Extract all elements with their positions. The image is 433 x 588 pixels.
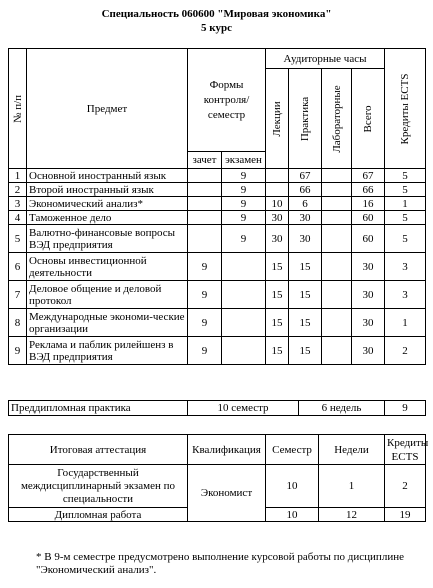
header-weeks: Недели: [319, 435, 385, 465]
header-zachet: зачет: [188, 152, 222, 169]
row-lectures: 15: [266, 337, 289, 365]
row-num: 6: [9, 253, 27, 281]
row-subject: Экономический анализ*: [27, 197, 188, 211]
row-subject: Второй иностранный язык: [27, 183, 188, 197]
row-exam: 9: [222, 211, 266, 225]
row-num: 8: [9, 309, 27, 337]
row-lectures: [266, 183, 289, 197]
table-row: [9, 183, 426, 197]
page-title: Специальность 060600 "Мировая экономика": [101, 8, 332, 20]
att-credits: 19: [385, 508, 426, 522]
row-practice: 67: [289, 169, 322, 183]
row-credits: 5: [385, 211, 426, 225]
row-lectures: 15: [266, 281, 289, 309]
att-semester: 10: [266, 508, 319, 522]
row-labs: [322, 225, 352, 253]
row-practice: 30: [289, 225, 322, 253]
row-subject: Основной иностранный язык: [27, 169, 188, 183]
header-qualification: Квалификация: [188, 435, 266, 465]
row-labs: [322, 197, 352, 211]
row-labs: [322, 281, 352, 309]
curriculum-table: [8, 48, 426, 365]
row-lectures: 30: [266, 225, 289, 253]
row-practice: 6: [289, 197, 322, 211]
row-exam: 9: [222, 225, 266, 253]
table-row: [9, 465, 426, 508]
header-subject: Предмет: [27, 49, 188, 169]
row-total: 30: [352, 253, 385, 281]
row-num: 5: [9, 225, 27, 253]
row-labs: [322, 183, 352, 197]
row-zachet: [188, 225, 222, 253]
row-num: 9: [9, 337, 27, 365]
row-zachet: [188, 169, 222, 183]
row-subject: Основы инвестиционной деятельности: [27, 253, 188, 281]
row-exam: [222, 309, 266, 337]
att-weeks: 12: [319, 508, 385, 522]
page-subtitle: 5 курс: [201, 22, 232, 34]
att-credits: 2: [385, 465, 426, 508]
row-total: 66: [352, 183, 385, 197]
header-practice: Практика: [289, 69, 322, 169]
row-practice: 66: [289, 183, 322, 197]
row-labs: [322, 337, 352, 365]
row-practice: 30: [289, 211, 322, 225]
row-exam: 9: [222, 169, 266, 183]
row-subject: Международные экономи-ческие организации: [27, 309, 188, 337]
row-total: 60: [352, 211, 385, 225]
header-total: Всего: [352, 69, 385, 169]
row-zachet: [188, 183, 222, 197]
table-row: [9, 225, 426, 253]
header-semester: Семестр: [266, 435, 319, 465]
header-forms: Формы контроля/ семестр: [188, 49, 266, 152]
row-zachet: 9: [188, 281, 222, 309]
row-zachet: [188, 197, 222, 211]
row-exam: [222, 253, 266, 281]
row-lectures: 10: [266, 197, 289, 211]
table-row: [9, 281, 426, 309]
header-audit-hours: Аудиторные часы: [266, 49, 385, 69]
row-num: 2: [9, 183, 27, 197]
row-credits: 3: [385, 253, 426, 281]
row-credits: 5: [385, 183, 426, 197]
row-total: 30: [352, 309, 385, 337]
row-credits: 1: [385, 309, 426, 337]
row-total: 30: [352, 281, 385, 309]
header-attestation: Итоговая аттестация: [9, 435, 188, 465]
table-row: [9, 197, 426, 211]
practice-weeks: 6 недель: [299, 401, 385, 416]
header-att-credits: Кредиты ECTS: [385, 435, 426, 465]
header-lectures: Лекции: [266, 69, 289, 169]
row-credits: 5: [385, 169, 426, 183]
row-lectures: [266, 169, 289, 183]
row-num: 7: [9, 281, 27, 309]
row-subject: Реклама и паблик рилейшенз в ВЭД предприятия: [27, 337, 188, 365]
row-num: 1: [9, 169, 27, 183]
table-row: [9, 211, 426, 225]
row-practice: 15: [289, 253, 322, 281]
row-total: 30: [352, 337, 385, 365]
footnote: * В 9-м семестре предусмотрено выполнение курсовой работы по дисциплине "Экономический анализ".: [36, 551, 404, 576]
row-labs: [322, 253, 352, 281]
row-total: 60: [352, 225, 385, 253]
row-zachet: 9: [188, 309, 222, 337]
header-exam: экзамен: [222, 152, 266, 169]
row-credits: 3: [385, 281, 426, 309]
row-total: 16: [352, 197, 385, 211]
row-practice: 15: [289, 337, 322, 365]
row-zachet: 9: [188, 253, 222, 281]
att-semester: 10: [266, 465, 319, 508]
practice-label: Преддипломная практика: [9, 401, 188, 416]
table-row: [9, 169, 426, 183]
practice-table: [8, 400, 426, 416]
row-exam: [222, 337, 266, 365]
row-credits: 2: [385, 337, 426, 365]
row-subject: Деловое общение и деловой протокол: [27, 281, 188, 309]
row-lectures: 30: [266, 211, 289, 225]
row-exam: [222, 281, 266, 309]
att-qualification: Экономист: [188, 465, 266, 522]
row-credits: 5: [385, 225, 426, 253]
table-row: [9, 337, 426, 365]
row-total: 67: [352, 169, 385, 183]
row-labs: [322, 211, 352, 225]
row-credits: 1: [385, 197, 426, 211]
attestation-table: [8, 434, 429, 522]
table-row: [9, 309, 426, 337]
practice-semester: 10 семестр: [188, 401, 299, 416]
practice-credits: 9: [385, 401, 426, 416]
row-exam: 9: [222, 183, 266, 197]
row-labs: [322, 169, 352, 183]
row-lectures: 15: [266, 309, 289, 337]
header-credits: Кредиты ECTS: [385, 49, 426, 169]
att-weeks: 1: [319, 465, 385, 508]
att-name: Государственный междисциплинарный экзамен по специальности: [9, 465, 188, 508]
row-lectures: 15: [266, 253, 289, 281]
row-subject: Таможенное дело: [27, 211, 188, 225]
att-name: Дипломная работа: [9, 508, 188, 522]
row-subject: Валютно-финансовые вопросы ВЭД предприятия: [27, 225, 188, 253]
row-num: 4: [9, 211, 27, 225]
header-labs: Лабораторные: [322, 69, 352, 169]
table-row: [9, 253, 426, 281]
row-exam: 9: [222, 197, 266, 211]
row-zachet: [188, 211, 222, 225]
header-num: № п/п: [9, 49, 27, 169]
row-zachet: 9: [188, 337, 222, 365]
row-practice: 15: [289, 281, 322, 309]
row-labs: [322, 309, 352, 337]
row-num: 3: [9, 197, 27, 211]
row-practice: 15: [289, 309, 322, 337]
